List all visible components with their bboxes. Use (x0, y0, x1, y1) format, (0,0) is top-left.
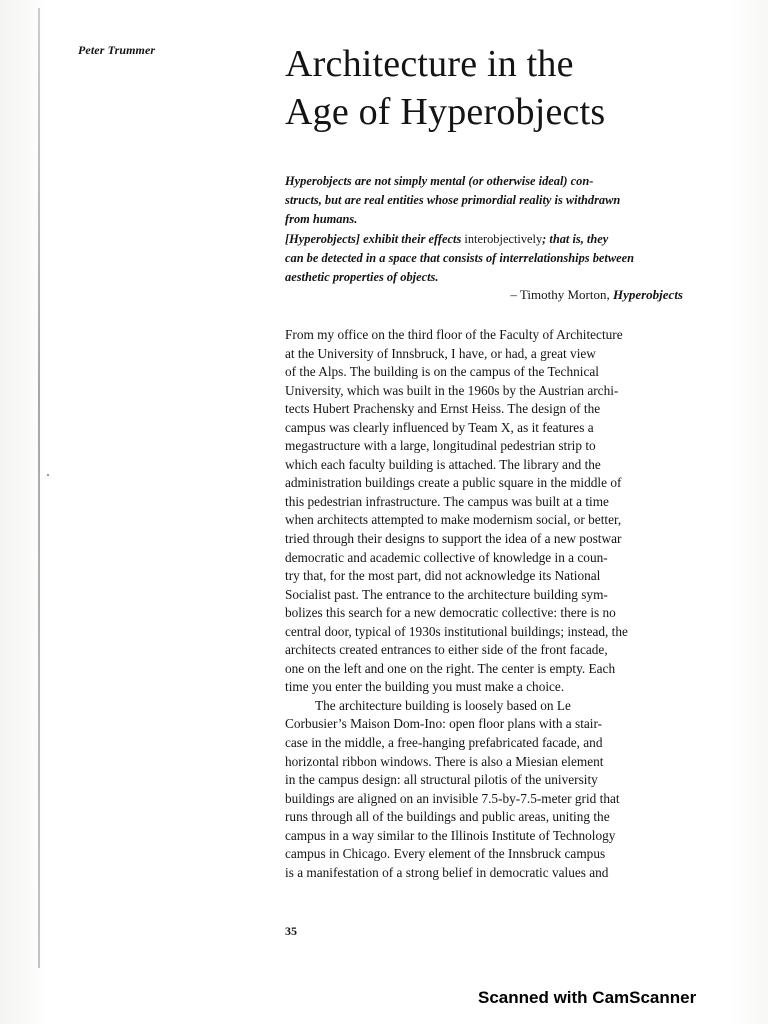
body-line: buildings are aligned on an invisible 7.5-by-7.5-meter grid that (285, 790, 620, 806)
scan-speck (47, 474, 49, 476)
body-line: tects Hubert Prachensky and Ernst Heiss. The design of the (285, 401, 601, 417)
body-line: administration buildings create a public square in the middle of (285, 475, 622, 491)
body-line: time you enter the building you must make a choice. (285, 679, 565, 695)
epigraph-line (285, 230, 685, 249)
body-line: campus was clearly influenced by Team X, as it features a (285, 419, 594, 435)
body-line: The architecture building is loosely based on Le (315, 697, 571, 713)
epigraph-line: structs, but are real entities whose primordial reality is withdrawn (285, 193, 621, 208)
article-title (285, 40, 725, 136)
body-line: democratic and academic collective of knowledge in a coun- (285, 549, 608, 565)
body-line: central door, typical of 1930s institutional buildings; instead, the (285, 623, 628, 639)
body-line: of the Alps. The building is on the campus of the Technical (285, 364, 599, 380)
epigraph-segment: ; that is, they (542, 231, 609, 246)
body-line: campus in Chicago. Every element of the Innsbruck campus (285, 846, 606, 862)
body-line: try that, for the most part, did not acknowledge its National (285, 568, 601, 584)
body-line: is a manifestation of a strong belief in democratic values and (285, 864, 609, 880)
attribution-book: Hyperobjects (612, 287, 683, 302)
body-line: runs through all of the buildings and public areas, uniting the (285, 809, 610, 825)
epigraph (285, 172, 685, 287)
epigraph-line: from humans. (285, 212, 358, 227)
scanner-watermark: Scanned with CamScanner (478, 988, 697, 1007)
body-line: when architects attempted to make modernism social, or better, (285, 512, 622, 528)
title-line: Architecture in the (285, 43, 574, 85)
body-line: one on the left and one on the right. The center is empty. Each (285, 660, 616, 676)
body-line: architects created entrances to either side of the front facade, (285, 642, 608, 658)
body-line: in the campus design: all structural pilotis of the university (285, 772, 598, 788)
epigraph-segment: interobjectively (464, 231, 543, 246)
epigraph-segment: [Hyperobjects] exhibit their effects (285, 231, 465, 246)
body-line: which each faculty building is attached. The library and the (285, 456, 601, 472)
body-line: University, which was built in the 1960s by the Austrian archi- (285, 382, 619, 398)
binding-shadow (38, 8, 40, 968)
body-line: megastructure with a large, longitudinal pedestrian strip to (285, 438, 596, 454)
body-line: Socialist past. The entrance to the architecture building sym- (285, 586, 608, 602)
epigraph-line: can be detected in a space that consists of interrelationships between (285, 250, 634, 265)
epigraph-line: aesthetic properties of objects. (285, 270, 439, 285)
attribution-author: – Timothy Morton, (510, 287, 613, 302)
body-line: tried through their designs to support the idea of a new postwar (285, 531, 622, 547)
body-line: campus in a way similar to the Illinois Institute of Technology (285, 827, 616, 843)
title-line: Age of Hyperobjects (285, 91, 606, 133)
body-line: this pedestrian infrastructure. The campus was built at a time (285, 493, 609, 509)
epigraph-line: Hyperobjects are not simply mental (or otherwise ideal) con- (285, 174, 594, 188)
body-line: From my office on the third floor of the Faculty of Architecture (285, 327, 623, 342)
epigraph-attribution (285, 287, 683, 303)
body-line: bolizes this search for a new democratic collective: there is no (285, 605, 616, 621)
body-line: at the University of Innsbruck, I have, or had, a great view (285, 345, 596, 361)
author-name: Peter Trummer (78, 43, 156, 57)
body-line: case in the middle, a free-hanging prefabricated facade, and (285, 735, 603, 751)
body-text (285, 326, 690, 882)
page-number: 35 (285, 924, 297, 938)
body-line: Corbusier’s Maison Dom-Ino: open floor plans with a stair- (285, 716, 603, 732)
body-line: horizontal ribbon windows. There is also a Miesian element (285, 753, 604, 769)
